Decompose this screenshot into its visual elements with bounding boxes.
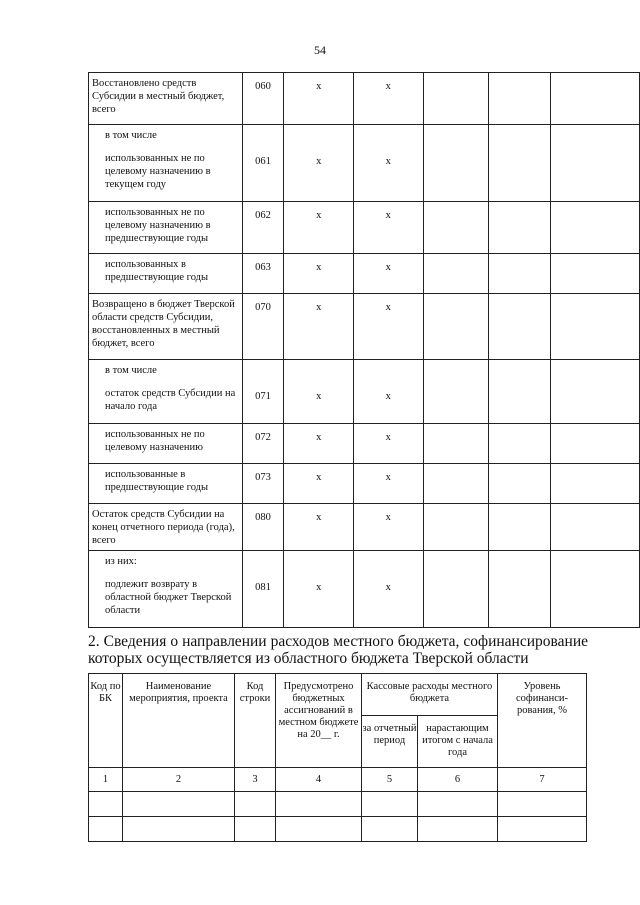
column-number: 3 — [235, 768, 276, 792]
empty-cell — [362, 792, 418, 817]
row-label: Восстановлено средств Субсидии в местный бюджет, всего — [92, 78, 225, 115]
row-name — [89, 73, 243, 125]
header-cash-expenses: Кассовые расходы местного бюджета — [362, 674, 498, 716]
row-name — [89, 254, 243, 294]
empty-cell — [418, 792, 498, 817]
empty-cell — [418, 817, 498, 842]
empty-cell — [423, 73, 489, 125]
row-x-mark: x — [284, 551, 354, 628]
row-x-mark: x — [284, 254, 354, 294]
empty-cell — [550, 202, 639, 254]
row-name — [89, 125, 243, 202]
empty-cell — [235, 792, 276, 817]
row-code: 073 — [242, 464, 284, 504]
empty-cell — [362, 817, 418, 842]
empty-cell — [550, 294, 639, 360]
table-row — [89, 125, 640, 202]
column-number: 7 — [498, 768, 587, 792]
column-number: 5 — [362, 768, 418, 792]
restored-funds-table-body — [89, 73, 640, 628]
empty-cell — [550, 73, 639, 125]
empty-cell — [423, 464, 489, 504]
header-period: за отчетный период — [362, 716, 418, 768]
empty-cell — [489, 294, 551, 360]
row-name — [89, 202, 243, 254]
empty-cell — [423, 254, 489, 294]
row-x-mark: x — [284, 360, 354, 424]
empty-cell — [423, 551, 489, 628]
row-x-mark: x — [284, 464, 354, 504]
column-number: 2 — [123, 768, 235, 792]
row-x-mark: x — [353, 202, 423, 254]
header-kod-bk: Код по БК — [89, 674, 123, 768]
table-row — [89, 551, 640, 628]
row-code: 071 — [242, 360, 284, 424]
table-row — [89, 424, 640, 464]
empty-cell — [498, 817, 587, 842]
table-row — [89, 504, 640, 551]
row-label: использованных не по целевому назначению в предшествующие годы — [105, 207, 211, 244]
row-label: использованных в предшествующие годы — [105, 259, 209, 283]
empty-cell — [89, 817, 123, 842]
row-code: 072 — [242, 424, 284, 464]
empty-cell — [498, 792, 587, 817]
row-code: 062 — [242, 202, 284, 254]
row-code: 061 — [242, 125, 284, 202]
row-code: 070 — [242, 294, 284, 360]
empty-cell — [550, 551, 639, 628]
empty-cell — [550, 464, 639, 504]
empty-cell — [489, 551, 551, 628]
row-label: остаток средств Субсидии на начало года — [105, 388, 236, 412]
restored-funds-table — [88, 72, 640, 628]
header-kod-stroki: Код строки — [235, 674, 276, 768]
empty-cell — [550, 504, 639, 551]
row-x-mark: x — [353, 464, 423, 504]
row-x-mark: x — [284, 504, 354, 551]
row-x-mark: x — [353, 551, 423, 628]
empty-cell — [423, 202, 489, 254]
empty-cell — [489, 360, 551, 424]
row-label: Возвращено в бюджет Тверской области средств Субсидии, восстановленных в местный бюджет, всего — [92, 299, 235, 349]
empty-cell — [423, 125, 489, 202]
empty-cell — [489, 73, 551, 125]
empty-cell — [489, 504, 551, 551]
empty-cell — [423, 504, 489, 551]
row-code: 060 — [242, 73, 284, 125]
empty-cell — [123, 817, 235, 842]
row-x-mark: x — [353, 294, 423, 360]
empty-cell — [489, 464, 551, 504]
row-code: 080 — [242, 504, 284, 551]
row-x-mark: x — [284, 125, 354, 202]
header-level: Уровень софинанси-рования, % — [498, 674, 587, 768]
row-name — [89, 424, 243, 464]
row-name — [89, 551, 243, 628]
page-number: 54 — [314, 43, 326, 57]
row-name — [89, 294, 243, 360]
row-x-mark: x — [353, 504, 423, 551]
row-label: использованных не по целевому назначению — [105, 429, 205, 453]
empty-cell — [550, 360, 639, 424]
row-name — [89, 464, 243, 504]
row-prefix: в том числе — [105, 365, 157, 376]
empty-cell — [423, 360, 489, 424]
column-number: 1 — [89, 768, 123, 792]
row-x-mark: x — [353, 125, 423, 202]
row-x-mark: x — [284, 294, 354, 360]
empty-cell — [235, 817, 276, 842]
row-name — [89, 360, 243, 424]
row-label: использованных не по целевому назначению в текущем году — [105, 153, 211, 190]
row-x-mark: x — [284, 202, 354, 254]
header-cumulative: нарастающим итогом с начала года — [418, 716, 498, 768]
row-prefix: в том числе — [105, 130, 157, 141]
empty-cell — [550, 254, 639, 294]
row-x-mark: x — [353, 254, 423, 294]
empty-cell — [550, 424, 639, 464]
table-row — [89, 254, 640, 294]
table-row — [89, 294, 640, 360]
header-planned: Предусмотрено бюджетных ассигнований в местном бюджете на 20__ г. — [276, 674, 362, 768]
empty-cell — [489, 202, 551, 254]
empty-cell — [489, 424, 551, 464]
column-number: 6 — [418, 768, 498, 792]
cofinancing-table — [88, 673, 587, 842]
row-x-mark: x — [353, 360, 423, 424]
empty-cell — [123, 792, 235, 817]
empty-cell — [550, 125, 639, 202]
row-x-mark: x — [284, 424, 354, 464]
header-name: Наименование мероприятия, проекта — [123, 674, 235, 768]
table-row — [89, 360, 640, 424]
empty-cell — [423, 424, 489, 464]
row-code: 081 — [242, 551, 284, 628]
empty-cell — [489, 254, 551, 294]
empty-cell — [89, 792, 123, 817]
row-x-mark: x — [284, 73, 354, 125]
empty-cell — [276, 817, 362, 842]
row-x-mark: x — [353, 73, 423, 125]
row-prefix: из них: — [105, 556, 137, 567]
row-label: подлежит возврату в областной бюджет Тверской области — [105, 579, 232, 616]
empty-cell — [276, 792, 362, 817]
row-label: Остаток средств Субсидии на конец отчетного периода (года), всего — [92, 509, 235, 546]
empty-cell — [423, 294, 489, 360]
section-2-heading: 2. Сведения о направлении расходов местного бюджета, софинансирование которых осуществляется из областного бюджета Тверской области — [88, 633, 588, 667]
row-x-mark: x — [353, 424, 423, 464]
table-row — [89, 464, 640, 504]
column-number: 4 — [276, 768, 362, 792]
table-row — [89, 73, 640, 125]
row-label: использованные в предшествующие годы — [105, 469, 209, 493]
row-name — [89, 504, 243, 551]
row-code: 063 — [242, 254, 284, 294]
table-row — [89, 202, 640, 254]
empty-cell — [489, 125, 551, 202]
